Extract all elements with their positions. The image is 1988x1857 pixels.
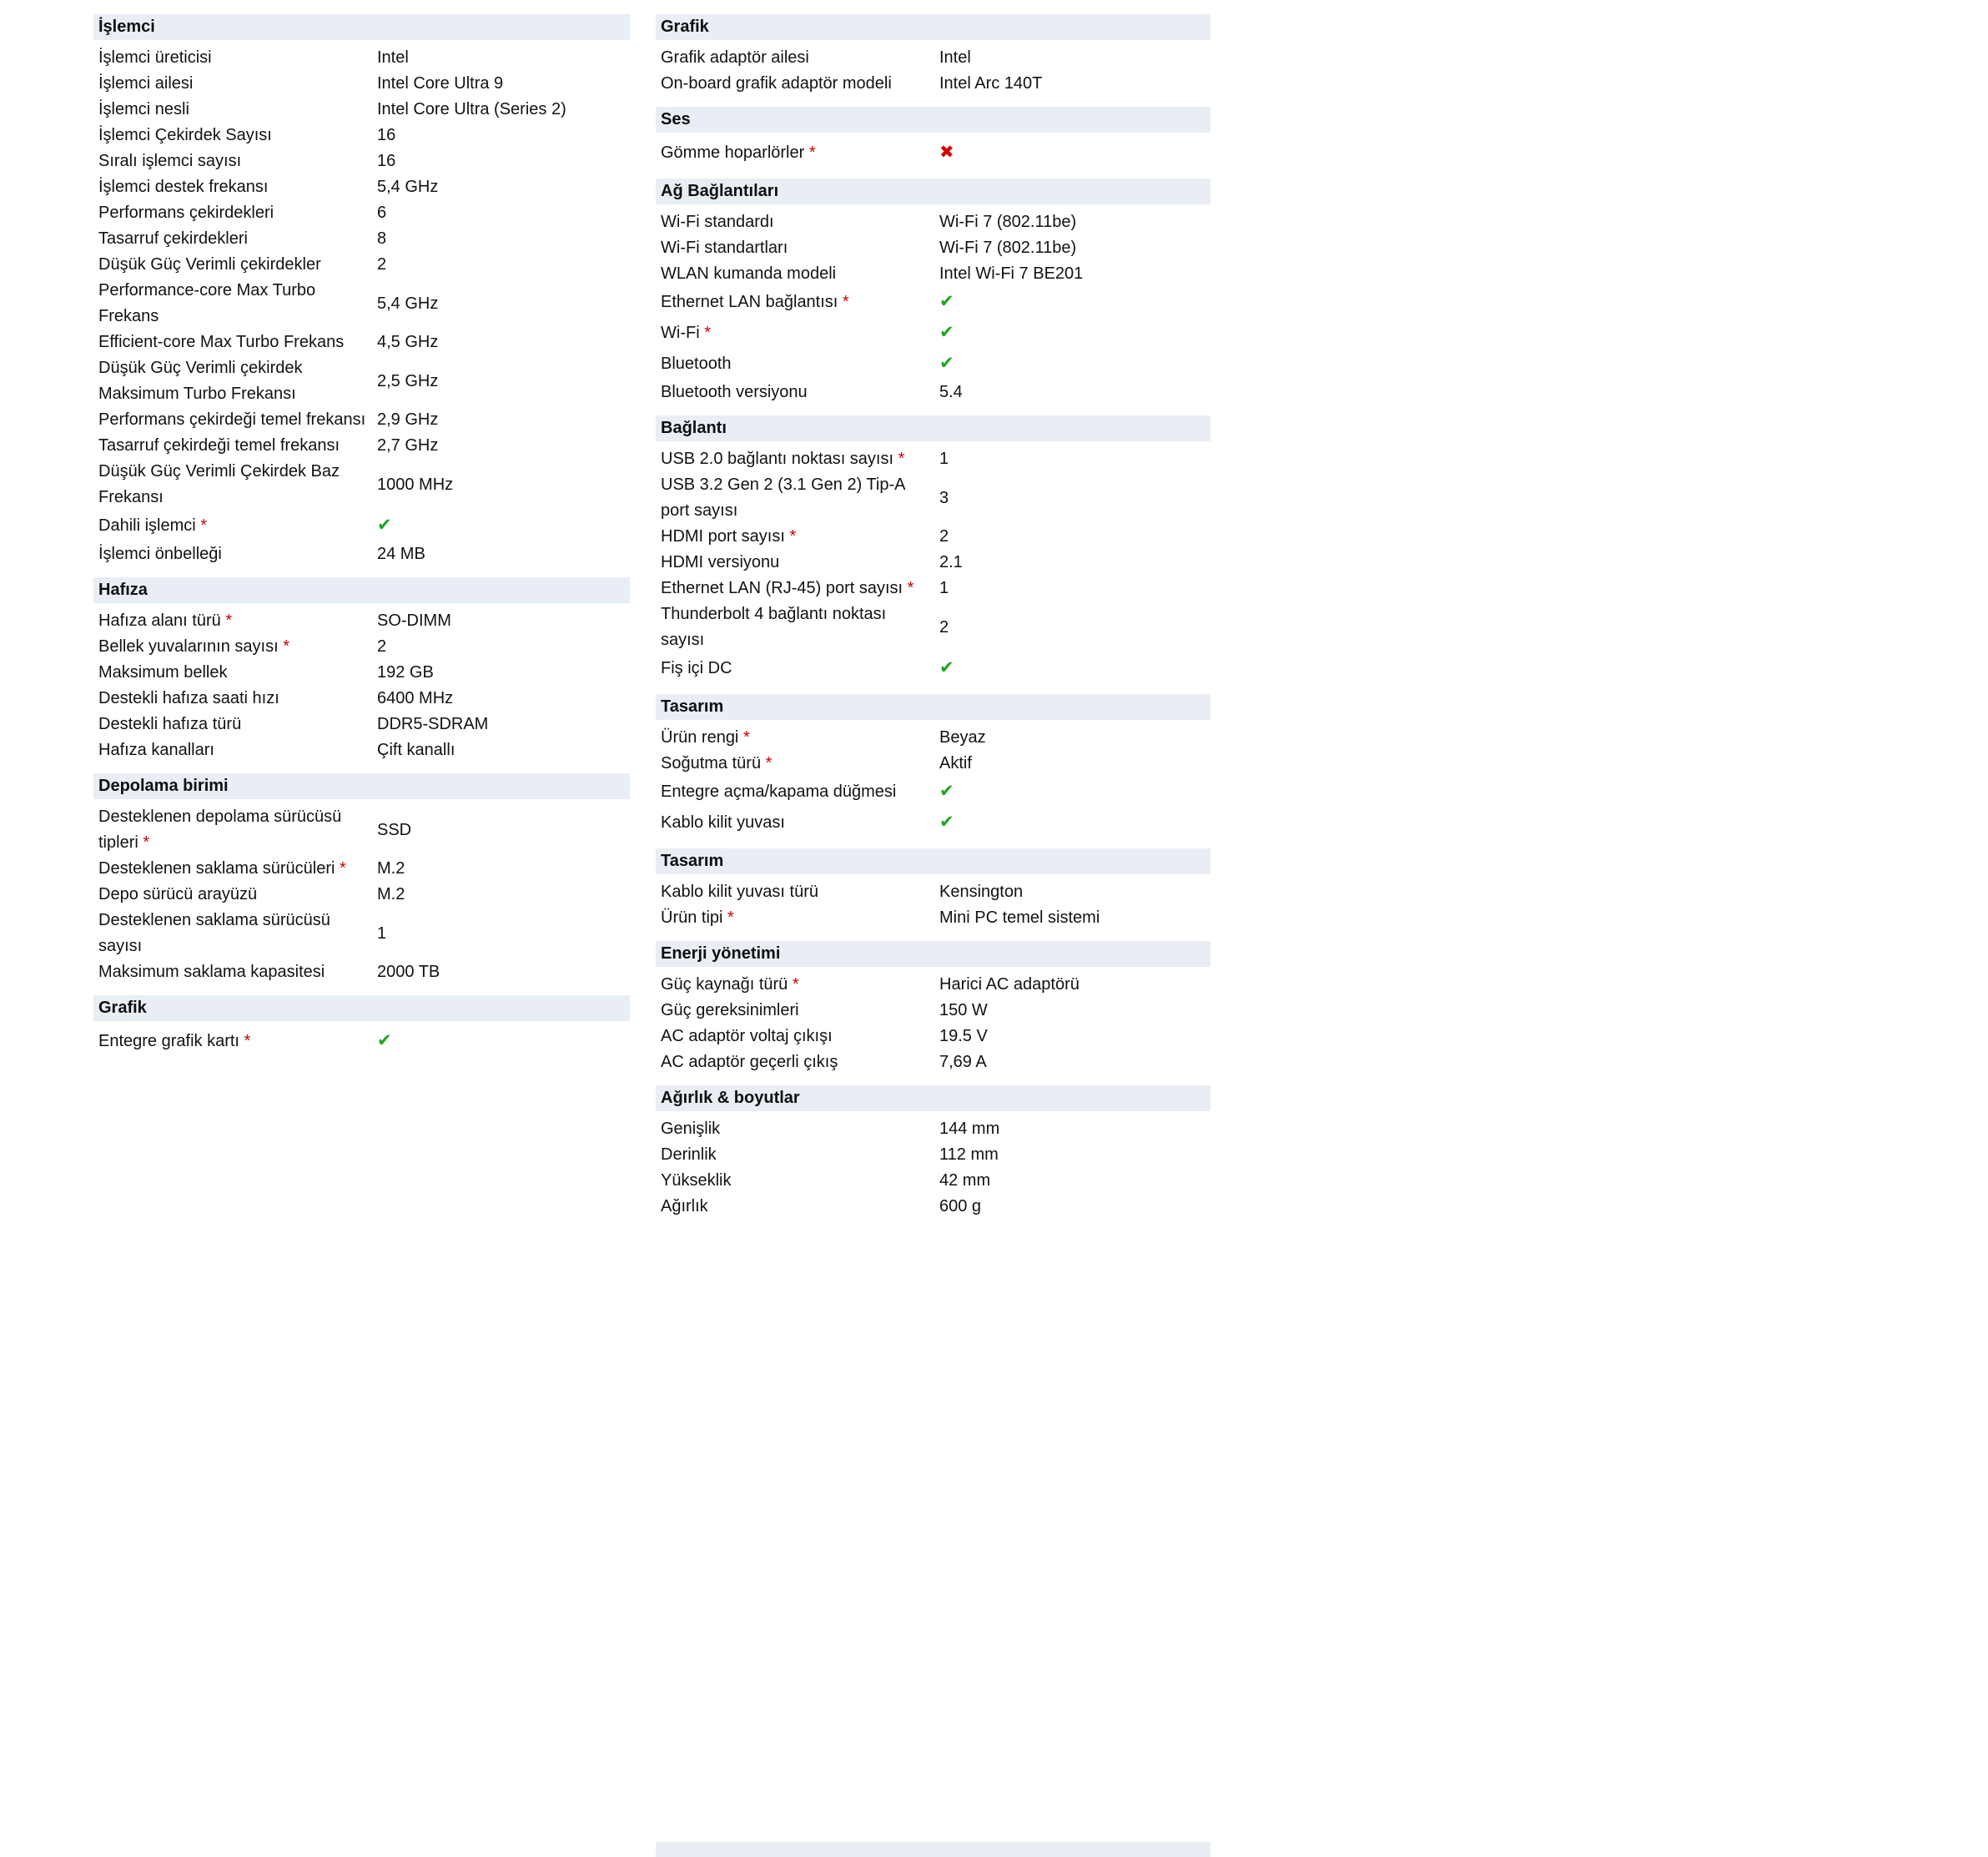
spec-value: M.2 [377,885,405,903]
spec-section [93,14,630,567]
spec-label: WLAN kumanda modeli [661,264,837,283]
spec-value [939,779,1210,805]
spec-row [656,1049,1210,1075]
spec-value: 19.5 V [939,1027,988,1045]
spec-label: İşlemci önbelleği [98,545,222,563]
spec-row [93,511,630,541]
spec-label: Ağırlık [661,1197,708,1215]
spec-value: 24 MB [377,545,425,563]
required-asterisk: * [225,611,233,630]
spec-value: Intel [939,48,971,67]
required-asterisk: * [789,527,797,546]
spec-value: 7,69 A [939,1053,987,1071]
spec-section [93,995,630,1057]
spec-label: Bellek yuvalarının sayısı * [98,637,290,656]
section-header: Ağırlık & boyutlar [656,1085,1210,1111]
spec-row [656,879,1210,905]
spec-label: Wi-Fi standartları [661,239,788,257]
check-icon: ✔ [939,813,954,832]
spec-value: DDR5-SDRAM [377,715,489,733]
required-asterisk: * [143,833,150,852]
spec-row [93,804,630,856]
spec-row [93,856,630,882]
spec-value [939,140,1210,166]
spec-row [656,998,1210,1024]
spec-label: Bluetooth [661,355,732,373]
spec-label: Ürün rengi * [661,728,750,747]
spec-value: 2 [377,637,387,656]
spec-label: Hafıza alanı türü * [98,611,233,630]
spec-value [377,513,630,539]
spec-value: 144 mm [939,1120,1000,1138]
check-icon: ✔ [939,292,954,311]
spec-value: Intel Wi-Fi 7 BE201 [939,264,1084,283]
spec-label: İşlemci destek frekansı [98,178,269,196]
section-header: Bağlantı [656,415,1210,441]
spec-value [377,1029,630,1054]
check-icon: ✔ [939,354,954,373]
spec-label: Tasarruf çekirdekleri [98,229,248,248]
spec-value: 6400 MHz [377,689,454,707]
spec-row [93,330,630,355]
cross-icon: ✖ [939,143,954,162]
spec-value: 16 [377,126,396,144]
spec-label: USB 3.2 Gen 2 (3.1 Gen 2) Tip-A port sayısı [661,476,905,520]
spec-row [656,138,1210,169]
spec-row [656,601,1210,653]
required-asterisk: * [808,143,816,162]
spec-row [93,71,630,97]
spec-row [656,1116,1210,1142]
spec-label: USB 2.0 bağlantı noktası sayısı * [661,450,905,468]
spec-value: 150 W [939,1001,988,1019]
spec-label: Performance-core Max Turbo Frekans [98,281,316,325]
spec-row [93,355,630,407]
spec-label: Maksimum saklama kapasitesi [98,963,325,981]
spec-label: Wi-Fi * [661,324,711,342]
spec-value [939,289,1210,315]
spec-label: Entegre açma/kapama düğmesi [661,783,897,801]
check-icon: ✔ [939,658,954,677]
spec-row [93,660,630,686]
spec-row [93,634,630,660]
spec-value: 192 GB [377,663,434,682]
spec-label: HDMI versiyonu [661,553,780,571]
spec-row [656,550,1210,576]
required-asterisk: * [340,859,346,878]
spec-label: Performans çekirdeği temel frekansı [98,410,366,429]
spec-value: Beyaz [939,728,986,747]
spec-section [656,694,1210,838]
spec-value: 1 [939,450,949,468]
spec-row [656,45,1210,71]
spec-label: Hafıza kanalları [98,741,214,759]
required-asterisk: * [842,293,849,311]
spec-label: Ürün tipi * [661,908,734,927]
spec-label: İşlemci ailesi [98,74,194,93]
spec-label: Gömme hoparlörler * [661,143,816,162]
spec-value: 5,4 GHz [377,294,439,313]
section-header: Ağ Bağlantıları [656,179,1210,204]
spec-value: Intel Core Ultra 9 [377,74,504,93]
spec-row [656,725,1210,751]
spec-value: 2,5 GHz [377,371,439,390]
spec-row [656,261,1210,287]
spec-label: Soğutma türü * [661,754,773,772]
spec-value: 3 [939,488,949,507]
spec-label: Entegre grafik kartı * [98,1032,251,1050]
spec-row [93,148,630,174]
spec-row [93,252,630,278]
spec-value: Wi-Fi 7 (802.11be) [939,239,1077,257]
spec-row [656,209,1210,235]
spec-value: 16 [377,152,396,170]
spec-label: Genişlik [661,1120,721,1138]
spec-row [93,459,630,511]
spec-label: Efficient-core Max Turbo Frekans [98,333,345,351]
spec-row [93,200,630,226]
spec-row [93,1026,630,1057]
spec-value: Intel Core Ultra (Series 2) [377,100,566,118]
spec-row [656,972,1210,998]
spec-row [93,608,630,634]
spec-section [656,941,1210,1075]
spec-label: Bluetooth versiyonu [661,383,808,401]
spec-value [939,320,1210,346]
spec-label: Düşük Güç Verimli çekirdekler [98,255,321,274]
required-asterisk: * [907,579,914,597]
spec-label: Kablo kilit yuvası [661,813,785,832]
spec-label: Destekli hafıza saati hızı [98,689,279,707]
spec-label: Performans çekirdekleri [98,204,274,222]
spec-value: 2 [939,527,949,546]
spec-value: Aktif [939,754,972,772]
required-asterisk: * [283,637,290,656]
section-header: Enerji yönetimi [656,941,1210,967]
spec-label: Düşük Güç Verimli çekirdek Maksimum Turbo Frekansı [98,359,303,403]
spec-section [656,107,1210,169]
spec-label: Grafik adaptör ailesi [661,48,809,67]
spec-value: Mini PC temel sistemi [939,908,1100,927]
required-asterisk: * [200,516,208,535]
required-asterisk: * [742,728,750,747]
required-asterisk: * [704,324,711,342]
spec-row [656,751,1210,777]
spec-label: Kablo kilit yuvası türü [661,883,818,901]
spec-row [656,1142,1210,1168]
section-header: Hafıza [93,577,630,603]
spec-value: 2.1 [939,553,963,571]
spec-value: Intel [377,48,409,67]
spec-label: Desteklenen saklama sürücüsü sayısı [98,911,330,955]
spec-value [939,656,1210,682]
spec-section [656,848,1210,931]
spec-column-left [93,14,630,1067]
spec-row [656,1194,1210,1220]
spec-row [656,1024,1210,1049]
spec-section [93,577,630,763]
required-asterisk: * [727,908,734,927]
spec-row [93,737,630,763]
spec-value: SSD [377,820,412,839]
spec-label: Wi-Fi standardı [661,213,774,231]
spec-label: Güç kaynağı türü * [661,975,799,994]
spec-row [656,287,1210,318]
spec-row [93,882,630,908]
spec-label: Yükseklik [661,1171,732,1190]
spec-row [93,407,630,433]
spec-row [93,433,630,459]
spec-label: Desteklenen saklama sürücüleri * [98,859,346,878]
section-header: Tasarım [656,694,1210,720]
spec-row [93,226,630,252]
spec-label: Güç gereksinimleri [661,1001,799,1019]
spec-value: 5.4 [939,383,963,401]
section-header: Grafik [656,14,1210,40]
spec-label: AC adaptör voltaj çıkışı [661,1027,833,1045]
spec-row [93,45,630,71]
spec-value: Çift kanallı [377,741,455,759]
spec-value: 1000 MHz [377,475,454,494]
spec-label: İşlemci Çekirdek Sayısı [98,126,272,144]
spec-row [656,318,1210,349]
spec-row [93,174,630,200]
spec-value [939,351,1210,377]
spec-row [93,959,630,985]
spec-row [656,472,1210,524]
check-icon: ✔ [939,782,954,801]
spec-label: Dahili işlemci * [98,516,208,535]
spec-label: İşlemci nesli [98,100,189,118]
spec-row [656,653,1210,684]
spec-value: Wi-Fi 7 (802.11be) [939,213,1077,231]
spec-row [656,71,1210,97]
spec-row [656,446,1210,472]
spec-row [93,541,630,567]
check-icon: ✔ [939,323,954,342]
spec-value: 2 [939,617,949,637]
required-asterisk: * [898,450,905,468]
spec-row [656,1168,1210,1194]
spec-row [93,908,630,959]
spec-value: 8 [377,229,387,248]
spec-value: 1 [939,579,949,597]
section-header: Tasarım [656,848,1210,874]
spec-row [93,123,630,148]
spec-section [656,179,1210,405]
spec-label: Destekli hafıza türü [98,715,242,733]
spec-value: 2,9 GHz [377,410,439,429]
spec-label: On-board grafik adaptör modeli [661,74,892,93]
spec-value: 112 mm [939,1145,999,1164]
required-asterisk: * [765,754,773,772]
spec-label: Maksimum bellek [98,663,228,682]
spec-label: AC adaptör geçerli çıkış [661,1053,838,1071]
spec-label: Depo sürücü arayüzü [98,885,258,903]
spec-row [656,524,1210,550]
section-header: İşlemci [93,14,630,40]
spec-value: 4,5 GHz [377,333,439,351]
section-header: Ses [656,107,1210,133]
spec-label: Fiş içi DC [661,659,732,677]
spec-row [656,235,1210,261]
spec-value: 600 g [939,1197,982,1215]
spec-value [939,810,1210,836]
spec-value: SO-DIMM [377,611,451,630]
check-icon: ✔ [377,516,392,535]
spec-row [656,808,1210,838]
spec-label: Derinlik [661,1145,717,1164]
spec-row [93,712,630,737]
spec-row [93,278,630,330]
spec-label: Thunderbolt 4 bağlantı noktası sayısı [661,605,887,649]
spec-value: 2000 TB [377,963,440,981]
spec-label: Desteklenen depolama sürücüsü tipleri * [98,808,342,852]
required-asterisk: * [244,1032,251,1050]
spec-label: Ethernet LAN (RJ-45) port sayısı * [661,579,914,597]
spec-row [656,905,1210,931]
spec-value: M.2 [377,859,405,878]
spec-value: 1 [377,923,387,943]
spec-value: 42 mm [939,1171,991,1190]
spec-row [656,576,1210,601]
spec-section [93,773,630,985]
required-asterisk: * [792,975,799,994]
section-header: Depolama birimi [93,773,630,799]
spec-label: HDMI port sayısı * [661,527,797,546]
spec-row [656,777,1210,808]
spec-section [656,415,1210,684]
spec-value: 2 [377,255,387,274]
section-header: Grafik [93,995,630,1021]
spec-value: 5,4 GHz [377,178,439,196]
spec-row [93,686,630,712]
spec-column-right [656,14,1210,1230]
spec-row [656,349,1210,380]
spec-label: Ethernet LAN bağlantısı * [661,293,849,311]
spec-row [93,97,630,123]
check-icon: ✔ [377,1031,392,1050]
spec-value: Kensington [939,883,1024,901]
spec-value: 6 [377,204,387,222]
spec-value: Intel Arc 140T [939,74,1043,93]
spec-section [656,14,1210,97]
spec-label: İşlemci üreticisi [98,48,212,67]
spec-row [656,380,1210,405]
spec-value: Harici AC adaptörü [939,975,1080,994]
spec-label: Sıralı işlemci sayısı [98,152,242,170]
spec-label: Tasarruf çekirdeği temel frekansı [98,436,340,455]
truncated-section-header-bar [656,1842,1210,1857]
spec-value: 2,7 GHz [377,436,439,455]
spec-label: Düşük Güç Verimli Çekirdek Baz Frekansı [98,462,340,506]
spec-section [656,1085,1210,1220]
